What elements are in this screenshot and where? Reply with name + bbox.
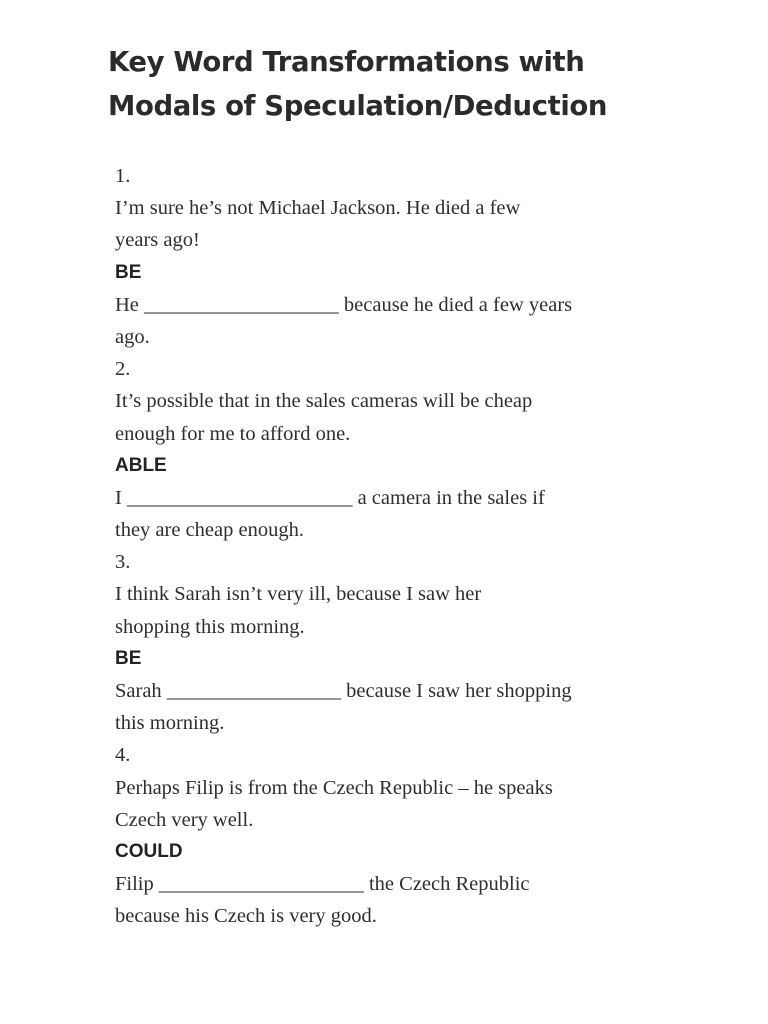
exercise-2 bbox=[115, 353, 715, 546]
page-title-line-1: Key Word Transformations with bbox=[108, 46, 585, 78]
page-title-line-2: Modals of Speculation/Deduction bbox=[108, 90, 608, 122]
exercise-answer-line: Sarah _________________ because I saw her shopping bbox=[115, 680, 572, 702]
exercise-1 bbox=[115, 160, 715, 353]
exercise-list bbox=[115, 160, 715, 933]
exercise-number: 1. bbox=[115, 165, 131, 187]
exercise-keyword: BE bbox=[115, 647, 142, 669]
exercise-number: 2. bbox=[115, 358, 131, 381]
exercise-answer-line: He ___________________ because he died a few years bbox=[115, 293, 573, 316]
exercise-prompt-line: Perhaps Filip is from the Czech Republic – he speaks bbox=[115, 776, 553, 799]
exercise-prompt-line: years ago! bbox=[115, 229, 200, 252]
exercise-keyword: BE bbox=[115, 261, 142, 283]
exercise-keyword: ABLE bbox=[115, 454, 167, 476]
exercise-keyword: COULD bbox=[115, 840, 183, 862]
exercise-answer-line: they are cheap enough. bbox=[115, 519, 304, 542]
exercise-answer-line: ago. bbox=[115, 325, 150, 348]
exercise-prompt-line: I think Sarah isn’t very ill, because I saw her bbox=[115, 583, 482, 606]
exercise-number: 4. bbox=[115, 744, 131, 767]
exercise-answer-line: because his Czech is very good. bbox=[115, 905, 377, 928]
exercise-prompt-line: shopping this morning. bbox=[115, 615, 305, 638]
exercise-answer-line: this morning. bbox=[115, 712, 225, 735]
exercise-number: 3. bbox=[115, 551, 131, 574]
exercise-3 bbox=[115, 546, 715, 739]
exercise-4 bbox=[115, 739, 715, 932]
page-title bbox=[108, 40, 728, 128]
exercise-prompt-line: It’s possible that in the sales cameras will be cheap bbox=[115, 390, 533, 413]
exercise-prompt-line: Czech very well. bbox=[115, 808, 254, 831]
exercise-answer-line: I ______________________ a camera in the sales if bbox=[115, 486, 545, 509]
exercise-answer-line: Filip ____________________ the Czech Republic bbox=[115, 873, 530, 896]
exercise-prompt-line: I’m sure he’s not Michael Jackson. He died a few bbox=[115, 197, 521, 220]
exercise-prompt-line: enough for me to afford one. bbox=[115, 422, 351, 445]
